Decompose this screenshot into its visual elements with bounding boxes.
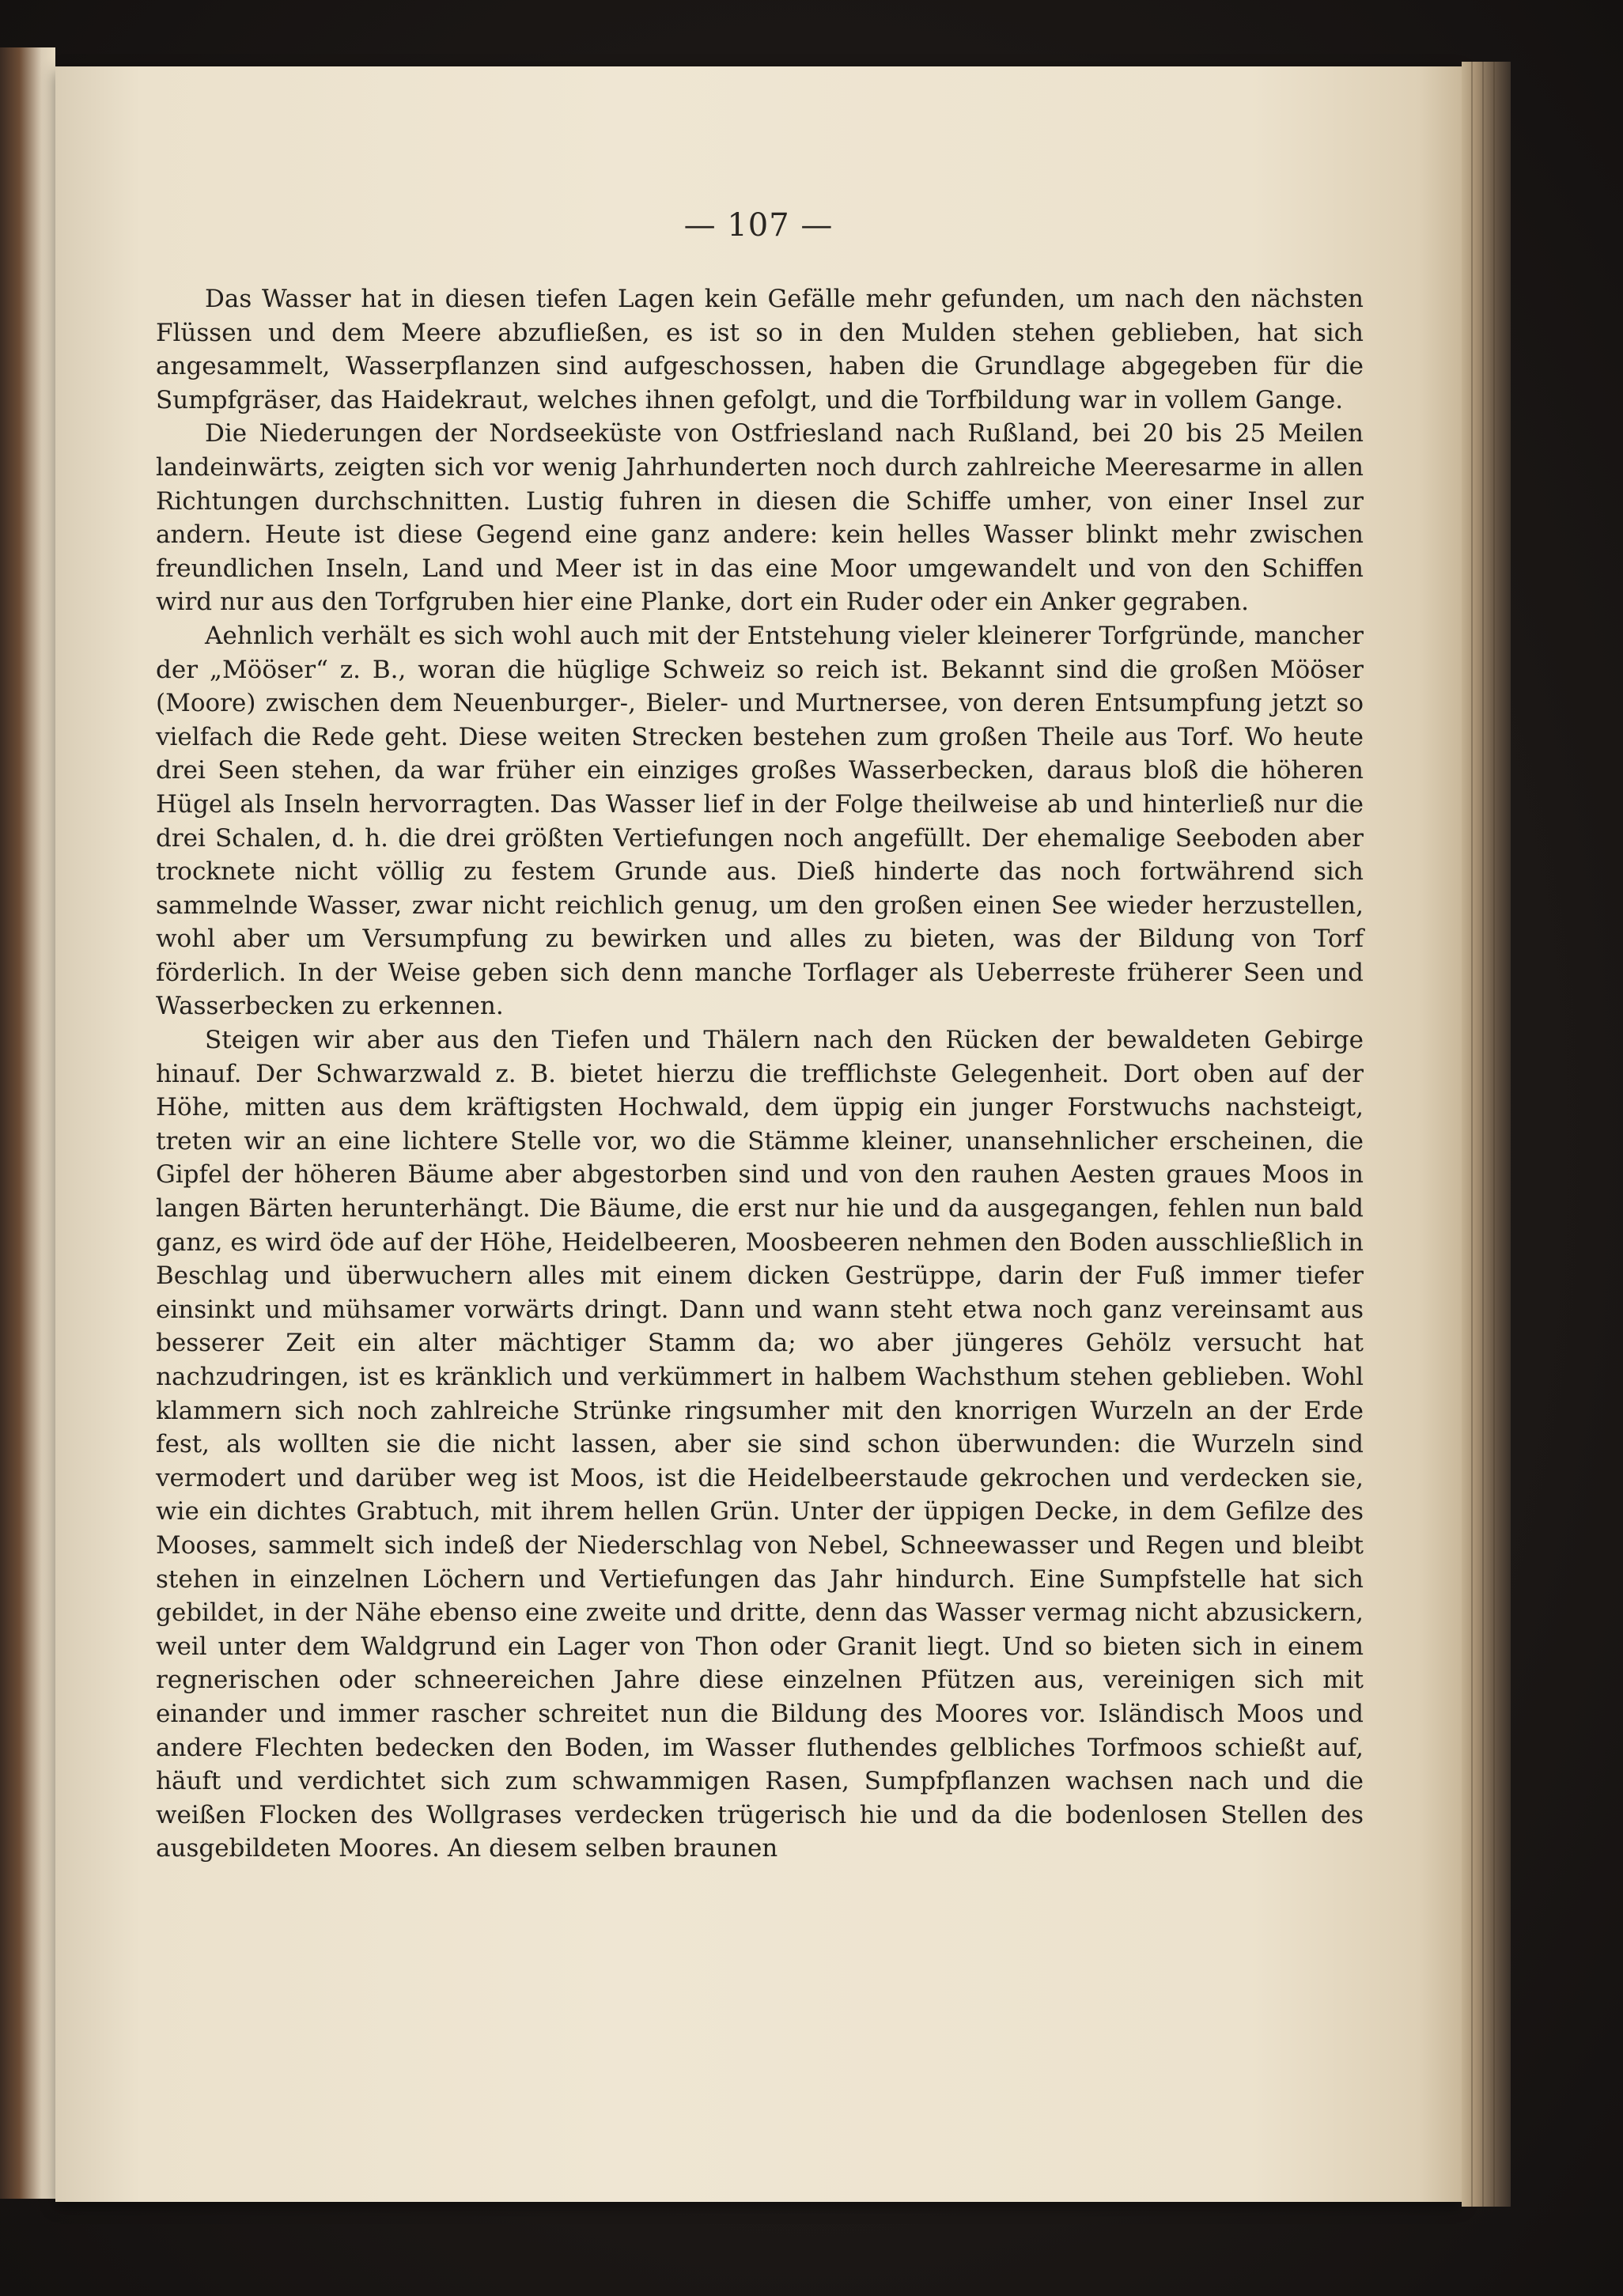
page-edge-line xyxy=(1482,62,1484,2207)
paragraph-2: Die Niederungen der Nordseeküste von Ostfriesland nach Rußland, bei 20 bis 25 Meilen landeinwärts, zeigten sich vor wenig Jahrhunderten noch durch zahlreiche Meeresarme in allen Richtungen durchschnitten. Lustig fuhren in diesen die Schiffe umher, von einer Insel zur andern. Heute ist diese Gegend eine ganz andere: kein helles Wasser blinkt mehr zwischen freundlichen Inseln, Land und Meer ist in das eine Moor umgewandelt und von den Schiffen wird nur aus den Torfgruben hier eine Planke, dort ein Ruder oder ein Anker gegraben. xyxy=(156,419,1364,617)
page-edge-line xyxy=(1471,62,1473,2207)
page-edges xyxy=(1462,62,1511,2207)
paragraph-4: Steigen wir aber aus den Tiefen und Thälern nach den Rücken der bewaldeten Gebirge hinauf. Der Schwarzwald z. B. bietet hierzu die trefflichste Gelegenheit. Dort oben auf der Höhe, mitten aus dem kräftigsten Hochwald, dem üppig ein junger Forstwuchs nachsteigt, treten wir an eine lichtere Stelle vor, wo die Stämme kleiner, unansehnlicher erscheinen, die Gipfel der höheren Bäume aber abgestorben sind und von den rauhen Aesten graues Moos in langen Bärten herunterhängt. Die Bäume, die erst nur hie und da ausgegangen, fehlen nun bald ganz, es wird öde auf der Höhe, Heidelbeeren, Moosbeeren nehmen den Boden ausschließlich in Beschlag und überwuchern alles mit einem dicken Gestrüppe, darin der Fuß immer tiefer einsinkt und mühsamer vorwärts dringt. Dann und wann steht etwa noch ganz vereinsamt aus besserer Zeit ein alter mächtiger Stamm da; wo aber jüngeres Gehölz versucht hat nachzudringen, ist es kränklich und verkümmert in halbem Wachsthum stehen geblieben. Wohl klammern sich noch zahlreiche Strünke ringsumher mit den knorrigen Wurzeln an der Erde fest, als wollten sie die nicht lassen, aber sie sind schon überwunden: die Wurzeln sind vermodert und darüber weg ist Moos, ist die Heidelbeerstaude gekrochen und verdecken sie, wie ein dichtes Grabtuch, mit ihrem hellen Grün. Unter der üppigen Decke, in dem Gefilze des Mooses, sammelt sich indeß der Niederschlag von Nebel, Schneewasser und Regen und bleibt stehen in einzelnen Löchern und Vertiefungen das Jahr hindurch. Eine Sumpfstelle hat sich gebildet, in der Nähe ebenso eine zweite und dritte, denn das Wasser vermag nicht abzusickern, weil unter dem Waldgrund ein Lager von Thon oder Granit liegt. Und so bieten sich in einem regnerischen oder schneereichen Jahre diese einzelnen Pfützen aus, vereinigen sich mit einander und immer rascher schreitet nun die Bildung des Moores vor. Isländisch Moos und andere Flechten bedecken den Boden, im Wasser fluthendes gelbliches Torfmoos schießt auf, häuft und verdichtet sich zum schwammigen Rasen, Sumpfpflanzen wachsen nach und die weißen Flocken des Wollgrases verdecken trügerisch hie und da die bodenlosen Stellen des ausgebildeten Moores. An diesem selben braunen xyxy=(156,1026,1364,1863)
page-body xyxy=(156,282,1364,1866)
paragraph-3: Aehnlich verhält es sich wohl auch mit der Entstehung vieler kleinerer Torfgründe, mancher der „Mööser“ z. B., woran die hüglige Schweiz so reich ist. Bekannt sind die großen Mööser (Moore) zwischen dem Neuenburger-, Bieler- und Murtnersee, von deren Entsumpfung jetzt so vielfach die Rede geht. Diese weiten Strecken bestehen zum großen Theile aus Torf. Wo heute drei Seen stehen, da war früher ein einziges großes Wasserbecken, daraus bloß die höheren Hügel als Inseln hervorragten. Das Wasser lief in der Folge theilweise ab und hinterließ nur die drei Schalen, d. h. die drei größten Vertiefungen noch angefüllt. Der ehemalige Seeboden aber trocknete nicht völlig zu festem Grunde aus. Dieß hinderte das noch fortwährend sich sammelnde Wasser, zwar nicht reichlich genug, um den großen einen See wieder herzustellen, wohl aber um Versumpfung zu bewirken und alles zu bieten, was der Bildung von Torf förderlich. In der Weise geben sich denn manche Torflager als Ueberreste früherer Seen und Wasserbecken zu erkennen. xyxy=(156,621,1364,1021)
page-number: — 107 — xyxy=(683,207,834,244)
page-edge-line xyxy=(1493,62,1495,2207)
book-page xyxy=(55,66,1462,2202)
paragraph-1: Das Wasser hat in diesen tiefen Lagen kein Gefälle mehr gefunden, um nach den nächsten Flüssen und dem Meere abzufließen, es ist so in den Mulden stehen geblieben, hat sich angesammelt, Wasserpflanzen sind aufgeschossen, haben die Grundlage abgegeben für die Sumpfgräser, das Haidekraut, welches ihnen gefolgt, und die Torfbildung war in vollem Gange. xyxy=(156,285,1364,414)
book-spine xyxy=(0,47,55,2199)
